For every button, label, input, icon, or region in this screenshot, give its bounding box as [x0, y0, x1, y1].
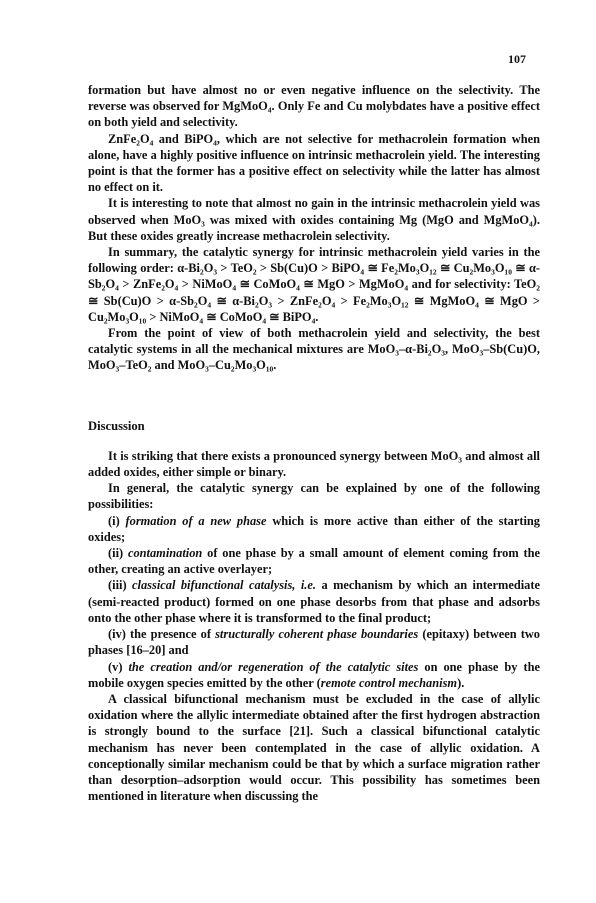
list-item-text: on one phase by the mobile oxygen species emitted by the other (: [88, 659, 540, 690]
emphasis-text: structurally coherent phase boundaries: [215, 627, 419, 642]
list-item-text: a mechanism by which an intermediate (semi-reacted product) formed on one phase desorbs from that phase and adsorbs onto the other phase where it is transformed to the final product;: [88, 578, 540, 625]
page-body: [88, 82, 540, 804]
list-item-label: (v): [108, 659, 123, 674]
page-number: 107: [508, 52, 526, 66]
list-item-contamination: [88, 545, 540, 577]
list-item-text: which is more active than either of the starting oxides;: [88, 513, 540, 544]
paragraph-discussion-2: In general, the catalytic synergy can be explained by one of the following possibilities:: [88, 481, 540, 512]
list-item-label: (i): [108, 513, 120, 528]
paragraph-intro-2: ZnFe₂O₄ and BiPO₄, which are not selective for methacrolein formation when alone, have a highly positive influence on intrinsic methacrolein yield. The interesting point is that the former has a positive effect on selectivity while the latter has almost no effect on it.: [88, 131, 540, 195]
paragraph-best-systems: From the point of view of both methacrolein yield and selectivity, the best catalytic systems in all the mechanical mixtures are MoO₃–α-Bi₂O₃, MoO₃–Sb(Cu)O, MoO₃–TeO₂ and MoO₃–Cu₂Mo₃O₁₀.: [88, 326, 540, 373]
list-item-text: (epitaxy) between two phases [16–20] and: [88, 627, 540, 658]
paragraph-discussion-1: It is striking that there exists a pronounced synergy between MoO₃ and almost all added oxides, either simple or binary.: [88, 448, 540, 480]
emphasis-text: contamination: [127, 546, 203, 561]
paragraph-discussion-3: A classical bifunctional mechanism must be excluded in the case of allylic oxidation where the allylic intermediate obtained after the first hydrogen abstraction is strongly bound to the surface [21]. Such a classical bifunctional catalytic mechanism has never been contemplated in the case of allylic oxidation. A conceptionally similar mechanism could be that by which a surface migration rather than desorption–adsorption would occur. This possibility has sometimes been mentioned in literature when discussing the: [88, 691, 540, 804]
paragraph-intro-3: It is interesting to note that almost no gain in the intrinsic methacrolein yield was observed when MoO₃ was mixed with oxides containing Mg (MgO and MgMoO₄). But these oxides greatly increase methacrolein selectivity.: [88, 196, 540, 243]
emphasis-text: classical bifunctional catalysis, i.e.: [132, 578, 316, 593]
list-item-label: (iii): [108, 578, 127, 593]
list-item-new-phase: [88, 513, 540, 545]
section-heading-discussion: Discussion: [88, 418, 145, 433]
list-item-phase-boundaries: [88, 626, 540, 658]
emphasis-text: the creation and/or regeneration of the catalytic sites: [128, 659, 419, 674]
list-item-text: of one phase by a small amount of element coming from the other, creating an active overlayer;: [88, 546, 540, 577]
list-item-text: ).: [457, 675, 465, 690]
paragraph-synergy-order: In summary, the catalytic synergy for intrinsic methacrolein yield varies in the following order: α-Bi₂O₃ > TeO₂ > Sb(Cu)O > BiPO₄ ≅ Fe₂Mo₃O₁₂ ≅ Cu₂Mo₃O₁₀ ≅ α-Sb₂O₄ > ZnFe₂O₄ > NiMoO₄ ≅ CoMoO₄ ≅ MgO > MgMoO₄ and for selectivity: TeO₂ ≅ Sb(Cu)O > α-Sb₂O₄ ≅ α-Bi₂O₃ > ZnFe₂O₄ > Fe₂Mo₃O₁₂ ≅ MgMoO₄ ≅ MgO > Cu₂Mo₃O₁₀ > NiMoO₄ ≅ CoMoO₄ ≅ BiPO₄.: [88, 245, 540, 324]
emphasis-text: remote control mechanism: [320, 675, 458, 690]
list-item-label: (iv) the presence of: [108, 627, 211, 642]
list-item-label: (ii): [108, 546, 124, 561]
list-item-remote-control: [88, 659, 540, 691]
emphasis-text: formation of a new phase: [125, 513, 267, 528]
list-item-bifunctional: [88, 577, 540, 626]
paragraph-intro-1: formation but have almost no or even negative influence on the selectivity. The reverse was observed for MgMoO₄. Only Fe and Cu molybdates have a positive effect on both yield and selectivity.: [88, 83, 540, 130]
